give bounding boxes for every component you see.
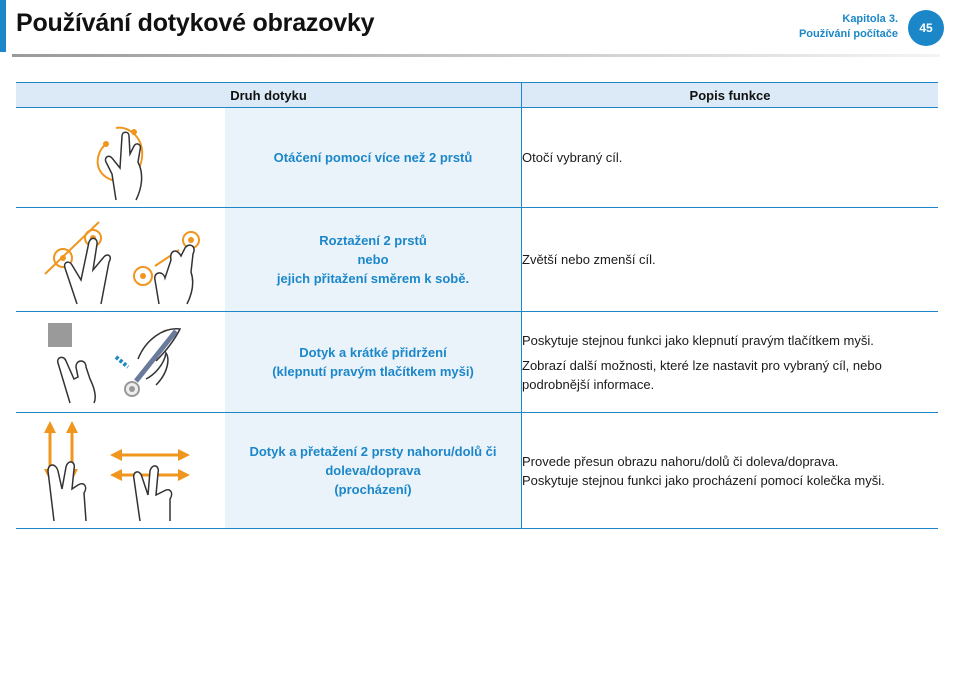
chapter-info [799, 12, 898, 42]
chapter-title: Používání počítače [798, 28, 898, 40]
chapter-number: Kapitola 3. [842, 13, 898, 25]
gesture-name: Otáčení pomocí více než 2 prstů [225, 108, 522, 208]
rotate-gesture-icon [16, 108, 225, 208]
table-row [16, 312, 938, 413]
page-title: Používání dotykové obrazovky [16, 9, 375, 37]
gesture-description: Poskytuje stejnou funkci jako klepnutí pravým tlačítkem myši. Zobrazí další možnosti, které lze nastavit pro vybraný cíl, nebo podrobnější informace. [522, 312, 939, 413]
table-row [16, 108, 938, 208]
page-number-badge: 45 [908, 10, 944, 46]
gesture-name: Dotyk a krátké přidržení (klepnutí pravým tlačítkem myši) [225, 312, 522, 413]
gesture-table [16, 82, 938, 529]
table-row [16, 208, 938, 312]
gesture-name: Roztažení 2 prstů nebo jejich přitažení směrem k sobě. [225, 208, 522, 312]
gesture-description: Provede přesun obrazu nahoru/dolů či doleva/doprava. Poskytuje stejnou funkci jako procházení pomocí kolečka myši. [522, 413, 939, 529]
column-header-description: Popis funkce [522, 83, 939, 108]
press-and-hold-gesture-icon [16, 312, 225, 413]
gesture-name: Dotyk a přetažení 2 prsty nahoru/dolů či doleva/doprava (procházení) [225, 413, 522, 529]
gesture-description: Otočí vybraný cíl. [522, 108, 939, 208]
column-header-type: Druh dotyku [16, 83, 522, 108]
pinch-zoom-gesture-icon [16, 208, 225, 312]
two-finger-scroll-gesture-icon [16, 413, 225, 529]
table-header-row [16, 83, 938, 108]
header-accent-bar [0, 0, 6, 52]
header-divider [12, 54, 940, 57]
table-row [16, 413, 938, 529]
gesture-description: Zvětší nebo zmenší cíl. [522, 208, 939, 312]
